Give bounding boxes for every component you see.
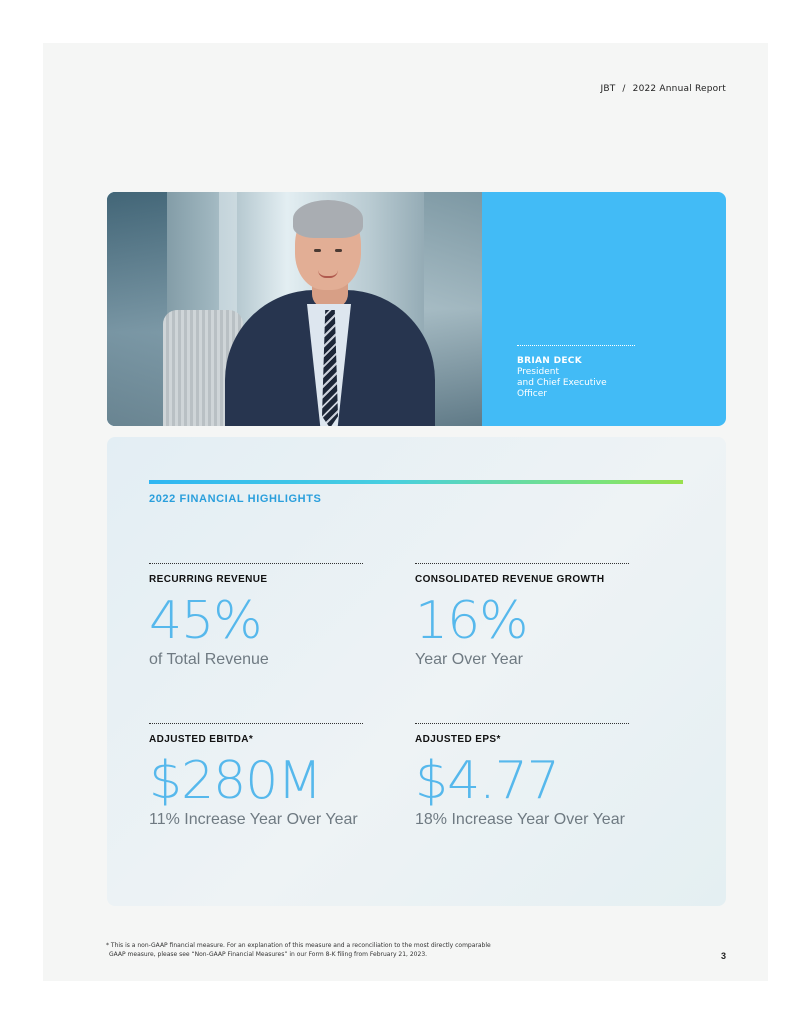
ceo-name: BRIAN DECK (517, 356, 582, 366)
stat-divider (149, 723, 363, 724)
stat-label: ADJUSTED EPS* (415, 734, 501, 745)
stat-value: 45% (149, 591, 262, 651)
stat-label: CONSOLIDATED REVENUE GROWTH (415, 574, 605, 585)
annual-report-page (43, 43, 768, 981)
report-title: 2022 Annual Report (632, 84, 726, 94)
ceo-hero (107, 192, 726, 426)
stat-subtext: 18% Increase Year Over Year (415, 811, 625, 828)
stat-subtext: Year Over Year (415, 651, 523, 668)
financial-highlights-panel (107, 437, 726, 906)
page-header (600, 84, 726, 94)
ceo-title-line2: and Chief Executive Officer (517, 378, 607, 399)
stat-value: 16% (415, 591, 528, 651)
gradient-divider (149, 480, 683, 484)
page-number: 3 (720, 951, 726, 961)
ceo-title-line1: President (517, 367, 559, 377)
caption-divider (517, 345, 635, 346)
stat-divider (415, 723, 629, 724)
stat-adjusted-ebitda (149, 723, 365, 829)
footnote-line2: GAAP measure, please see “Non-GAAP Financial Measures” in our Form 8-K filing from February 21, 2023. (109, 951, 428, 958)
company-name: JBT (600, 84, 616, 94)
stat-subtext: of Total Revenue (149, 651, 269, 668)
stat-value: $4.77 (415, 751, 559, 811)
stat-subtext: 11% Increase Year Over Year (149, 811, 358, 828)
stat-label: ADJUSTED EBITDA* (149, 734, 254, 745)
stat-revenue-growth (415, 563, 631, 669)
header-separator: / (622, 84, 626, 94)
stat-adjusted-eps (415, 723, 631, 829)
ceo-photo (107, 192, 482, 426)
stat-recurring-revenue (149, 563, 365, 669)
stat-divider (149, 563, 363, 564)
stat-divider (415, 563, 629, 564)
stat-label: RECURRING REVENUE (149, 574, 268, 585)
non-gaap-footnote (106, 941, 576, 959)
ceo-caption (517, 345, 637, 400)
stat-value: $280M (149, 751, 322, 811)
footnote-line1: * This is a non-GAAP financial measure. For an explanation of this measure and a reconciliation to the most directly comparable (106, 942, 491, 949)
highlights-title: 2022 FINANCIAL HIGHLIGHTS (149, 493, 322, 505)
